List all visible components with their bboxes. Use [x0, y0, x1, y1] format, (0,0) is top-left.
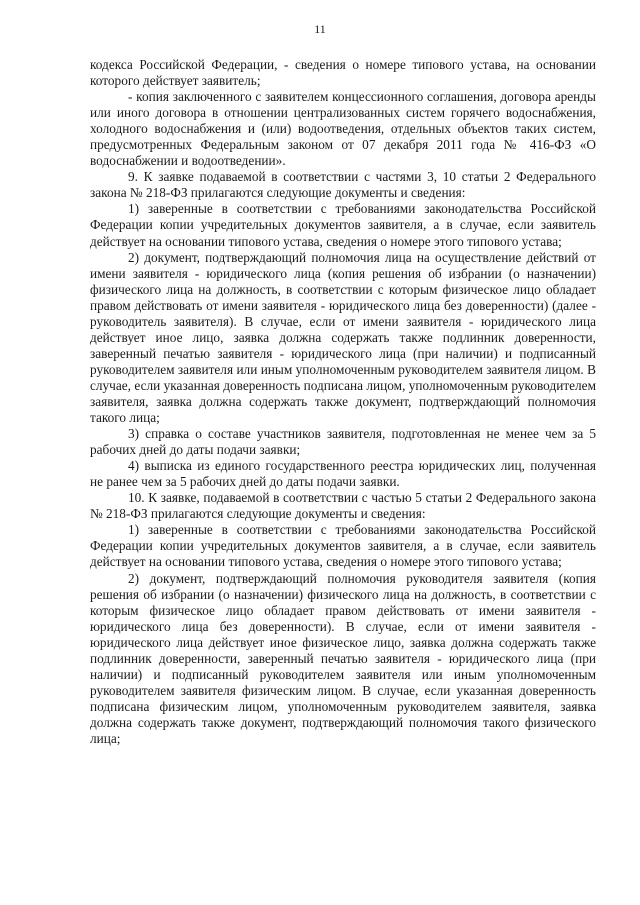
list-item-9-4: 4) выписка из единого государственного реестра юридических лиц, полученная не ранее чем за 5 рабочих дней до даты подачи заявки. — [90, 458, 596, 490]
paragraph-section-9: 9. К заявке подаваемой в соответствии с частями 3, 10 статьи 2 Федерального закона № 218-ФЗ прилагаются следующие документы и сведения: — [90, 169, 596, 201]
list-item-9-1: 1) заверенные в соответствии с требованиями законодательства Российской Федерации копии учредительных документов заявителя, а в случае, если заявитель действует на основании типового устава, сведения о номере этого типового устава; — [90, 201, 596, 249]
list-item-10-2: 2) документ, подтверждающий полномочия руководителя заявителя (копия решения об избрании (о назначении) физического лица на должность, в соответствии с которым физическое лицо обладает правом действовать от имени заявителя - юридического лица без доверенности). В случае, если от имени заявителя - юридического лица действует иное физическое лицо, заявка должна содержать также подлинник доверенности, заверенный печатью заявителя - юридического лица (при наличии) и подписанный руководителем заявителя или иным уполномоченным руководителем заявителя физическим лицом. В случае, если указанная доверенность подписана физическим лицом, уполномоченным руководителем заявителя, заявка должна содержать также документ, подтверждающий полномочия такого физического лица; — [90, 570, 596, 746]
paragraph-continuation: кодекса Российской Федерации, - сведения о номере типового устава, на основании которого действует заявитель; — [90, 57, 596, 89]
document-body — [90, 57, 596, 747]
list-item-9-2: 2) документ, подтверждающий полномочия лица на осуществление действий от имени заявителя - юридического лица (копия решения об избрании (о назначении) физического лица на должность, в соответствии с которым физическое лицо обладает правом действовать от имени заявителя - юридического лица без доверенности) (далее - руководитель заявителя). В случае, если от имени заявителя - юридического лица действует иное лицо, заявка должна содержать также подлинник доверенности, заверенный печатью заявителя - юридического лица (при наличии) и подписанный руководителем заявителя или иным уполномоченным руководителем заявителя лицом. В случае, если указанная доверенность подписана лицом, уполномоченным руководителем заявителя, заявка должна содержать также документ, подтверждающий полномочия такого лица; — [90, 249, 596, 426]
list-item-9-3: 3) справка о составе участников заявителя, подготовленная не менее чем за 5 рабочих дней до даты подачи заявки; — [90, 426, 596, 458]
paragraph-concession-copy: - копия заключенного с заявителем концессионного соглашения, договора аренды или иного договора в отношении централизованных систем горячего водоснабжения, холодного водоснабжения и (или) водоотведения, отдельных объектов таких систем, предусмотренных Федеральным законом от 07 декабря 2011 года № 416-ФЗ «О водоснабжении и водоотведении». — [90, 89, 596, 169]
paragraph-section-10: 10. К заявке, подаваемой в соответствии с частью 5 статьи 2 Федерального закона № 218-ФЗ прилагаются следующие документы и сведения: — [90, 490, 596, 522]
list-item-10-1: 1) заверенные в соответствии с требованиями законодательства Российской Федерации копии учредительных документов заявителя, а в случае, если заявитель действует на основании типового устава, сведения о номере этого типового устава; — [90, 522, 596, 570]
page-number: 11 — [314, 22, 326, 36]
